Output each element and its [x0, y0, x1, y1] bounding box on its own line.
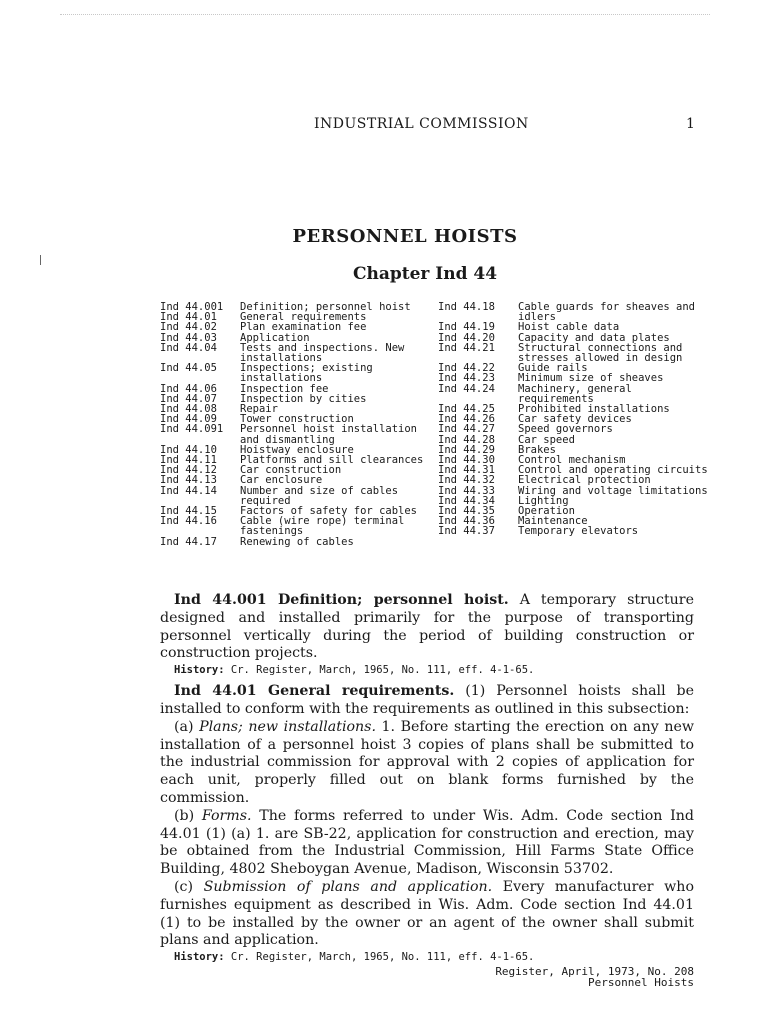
- toc-section-title: Renewing of cables: [240, 535, 354, 548]
- toc-section-title: Tests and inspections. New installations: [240, 341, 405, 365]
- toc-section-number: Ind 44.37: [438, 525, 495, 538]
- toc-section-title: Inspections; existing installations: [240, 362, 373, 385]
- toc-section-title: Cable guards for sheaves and idlers: [518, 301, 696, 324]
- toc-section-title: Repair: [240, 403, 278, 416]
- toc-section-number: Ind 44.32: [438, 474, 495, 487]
- toc-section-number: Ind 44.14: [160, 484, 217, 497]
- toc-section-title: Minimum size of sheaves: [518, 372, 664, 385]
- toc-section-title: Prohibited installations: [518, 403, 670, 416]
- paragraph-label: (a): [174, 718, 194, 735]
- section-44-01: [160, 683, 694, 719]
- paragraph-c: [160, 879, 694, 950]
- page-number: 1: [686, 116, 695, 132]
- paragraph-label: (c): [174, 878, 194, 895]
- toc-section-title: Platforms and sill clearances: [240, 454, 424, 467]
- toc-section-number: Ind 44.20: [438, 331, 495, 344]
- toc-section-number: Ind 44.03: [160, 331, 217, 344]
- toc-section-number: Ind 44.04: [160, 341, 217, 354]
- toc-entry: [160, 516, 430, 536]
- toc-section-title: Brakes: [518, 443, 556, 456]
- toc-section-title: Car safety devices: [518, 413, 632, 426]
- toc-section-title: Structural connections and stresses allowed in design: [518, 341, 683, 365]
- toc-section-title: Number and size of cables required: [240, 484, 399, 507]
- toc-entry: [438, 526, 708, 536]
- paragraph-title: Forms.: [201, 807, 252, 824]
- running-head: INDUSTRIAL COMMISSION: [314, 116, 529, 132]
- history-note: [174, 950, 694, 964]
- toc-section-title: Lighting: [518, 494, 569, 507]
- toc-section-number: Ind 44.26: [438, 413, 495, 426]
- section-heading: Ind 44.01 General requirements.: [174, 683, 455, 700]
- toc-section-title: Control mechanism: [518, 454, 626, 467]
- toc-section-number: Ind 44.09: [160, 413, 217, 426]
- toc-entry: [160, 486, 430, 506]
- toc-section-title: Personnel hoist installation and dismantling: [240, 423, 418, 446]
- toc-entry: [438, 384, 708, 404]
- page-header: [0, 116, 770, 136]
- chapter-heading: Chapter Ind 44: [352, 264, 498, 284]
- body-text: [160, 592, 694, 970]
- toc-section-number: Ind 44.27: [438, 423, 495, 436]
- toc-entry: [160, 363, 430, 383]
- paragraph-title: Plans; new installations.: [199, 718, 376, 735]
- section-text: (1) Personnel hoists shall be installed to conform with the requirements as outlined in this subsection:: [160, 683, 695, 717]
- history-note: [174, 663, 694, 677]
- toc-section-title: Plan examination fee: [240, 321, 367, 334]
- toc-section-number: Ind 44.23: [438, 372, 495, 385]
- document-title: PERSONNEL HOISTS: [292, 226, 518, 247]
- toc-right-column: [438, 302, 708, 537]
- page-footer: [470, 966, 694, 988]
- section-text: A temporary structure designed and installed primarily for the purpose of transporting personnel vertically during the period of building construction or construction projects.: [160, 592, 694, 662]
- toc-section-number: Ind 44.13: [160, 474, 217, 487]
- toc-section-title: Hoistway enclosure: [240, 443, 354, 456]
- toc-left-column: [160, 302, 430, 547]
- paragraph-text: 1. Before starting the erection on any new installation of a personnel hoist 3 copies of plans shall be submitted to the industrial commission for approval with 2 copies of application for each unit, properly filled out on blank forms furnished by the commission.: [160, 718, 695, 806]
- toc-section-number: Ind 44.001: [160, 301, 224, 313]
- toc-section-number: Ind 44.33: [438, 484, 495, 497]
- toc-section-title: Speed governors: [518, 423, 613, 436]
- toc-section-number: Ind 44.31: [438, 464, 495, 477]
- toc-section-number: Ind 44.01: [160, 311, 217, 324]
- toc-section-title: Car construction: [240, 464, 342, 477]
- paragraph-text: The forms referred to under Wis. Adm. Code section Ind 44.01 (1) (a) 1. are SB-22, application for construction and erection, may be obtained from the Industrial Commission, Hill Farms State Office Building, 4802 Sheboygan Avenue, Madison, Wisconsin 53702.: [160, 807, 694, 878]
- register-line: Register, April, 1973, No. 208: [495, 965, 694, 978]
- toc-section-title: Wiring and voltage limitations: [518, 484, 708, 497]
- toc-section-number: Ind 44.34: [438, 494, 495, 507]
- toc-section-number: Ind 44.21: [438, 341, 495, 354]
- footer-subject: Personnel Hoists: [588, 976, 694, 989]
- paragraph-a: [160, 719, 694, 808]
- toc-section-title: Operation: [518, 505, 575, 518]
- toc-section-title: Electrical protection: [518, 474, 651, 487]
- toc-section-number: Ind 44.19: [438, 321, 495, 334]
- history-text: Cr. Register, March, 1965, No. 111, eff. 4-1-65.: [224, 951, 535, 964]
- toc-section-number: Ind 44.12: [160, 464, 217, 477]
- toc-section-number: Ind 44.17: [160, 535, 217, 548]
- scan-edge-line: [60, 14, 710, 16]
- toc-section-number: Ind 44.08: [160, 403, 217, 416]
- toc-section-title: Car enclosure: [240, 474, 323, 487]
- toc-section-title: Inspection fee: [240, 382, 329, 395]
- history-label: History:: [174, 664, 225, 677]
- toc-section-title: Machinery, general requirements: [518, 382, 632, 405]
- toc-entry: [160, 343, 430, 363]
- toc-section-title: Temporary elevators: [518, 525, 639, 538]
- toc-section-number: Ind 44.091: [160, 423, 224, 436]
- toc-section-number: Ind 44.16: [160, 515, 217, 528]
- toc-section-title: Hoist cable data: [518, 321, 620, 334]
- toc-section-title: Control and operating circuits: [518, 464, 708, 477]
- toc-section-number: Ind 44.18: [438, 301, 495, 313]
- toc-section-title: Factors of safety for cables: [240, 505, 418, 518]
- toc-section-number: Ind 44.07: [160, 392, 217, 405]
- toc-section-title: Tower construction: [240, 413, 354, 426]
- toc-section-number: Ind 44.06: [160, 382, 217, 395]
- history-text: Cr. Register, March, 1965, No. 111, eff. 4-1-65.: [224, 664, 535, 677]
- history-label: History:: [174, 951, 225, 964]
- toc-entry: [160, 537, 430, 547]
- section-44-001: [160, 592, 694, 663]
- toc-section-title: Definition; personnel hoist: [240, 301, 411, 313]
- toc-section-number: Ind 44.35: [438, 505, 495, 518]
- toc-section-title: General requirements: [240, 311, 367, 324]
- toc-entry: [438, 343, 708, 363]
- toc-section-title: Car speed: [518, 433, 575, 446]
- section-heading: Ind 44.001 Definition; personnel hoist.: [174, 592, 509, 608]
- toc-section-number: Ind 44.28: [438, 433, 495, 446]
- toc-entry: [438, 302, 708, 322]
- paragraph-title: Submission of plans and application.: [203, 878, 493, 895]
- toc-section-number: Ind 44.29: [438, 443, 495, 456]
- toc-section-number: Ind 44.22: [438, 362, 495, 375]
- toc-section-number: Ind 44.10: [160, 443, 217, 456]
- toc-section-title: Guide rails: [518, 362, 588, 375]
- toc-section-number: Ind 44.30: [438, 454, 495, 467]
- paragraph-b: [160, 808, 694, 879]
- toc-section-number: Ind 44.15: [160, 505, 217, 518]
- toc-section-number: Ind 44.05: [160, 362, 217, 375]
- toc-section-number: Ind 44.36: [438, 515, 495, 528]
- toc-section-number: Ind 44.24: [438, 382, 495, 395]
- paragraph-text: Every manufacturer who furnishes equipment as described in Wis. Adm. Code section Ind 44.01 (1) to be installed by the owner or an agent of the owner shall submit plans and application.: [160, 878, 694, 949]
- toc-section-title: Cable (wire rope) terminal fastenings: [240, 515, 405, 538]
- toc-section-title: Application: [240, 331, 310, 344]
- toc-section-title: Capacity and data plates: [518, 331, 670, 344]
- toc-section-title: Maintenance: [518, 515, 588, 528]
- paragraph-label: (b): [174, 807, 195, 824]
- toc-section-title: Inspection by cities: [240, 392, 367, 405]
- toc-section-number: Ind 44.25: [438, 403, 495, 416]
- toc-section-number: Ind 44.11: [160, 454, 217, 467]
- toc-entry: [160, 424, 430, 444]
- toc-section-number: Ind 44.02: [160, 321, 217, 334]
